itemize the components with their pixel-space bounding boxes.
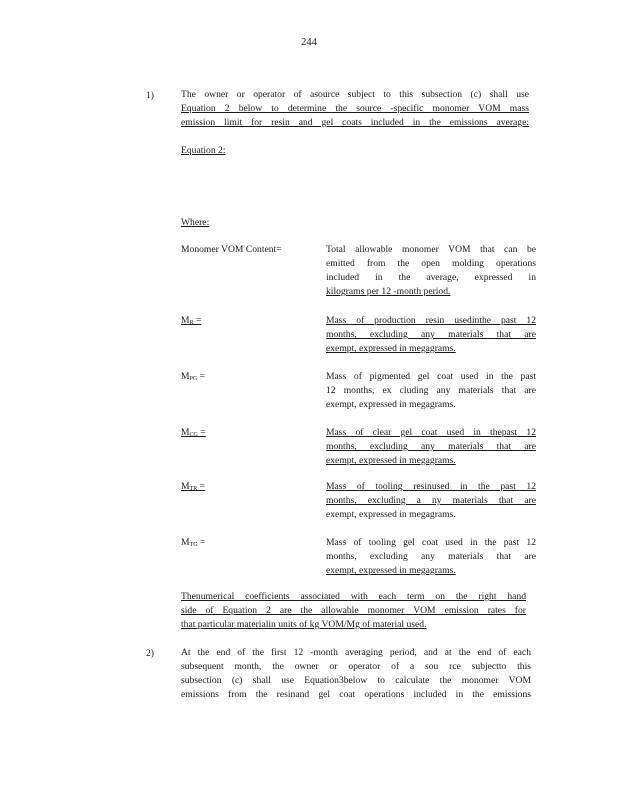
item-1-paragraph (181, 88, 529, 130)
closing-line: side of Equation 2 are the allowable monomer VOM emission rates for (181, 605, 526, 616)
term-m-tg (181, 536, 321, 552)
term-symbol: M (181, 481, 190, 492)
definition-line: exempt, expressed in megagrams. (326, 455, 456, 466)
definition-line: months, excluding a ny materials that are (326, 495, 536, 506)
definition-line: included in the average, expressed in (326, 272, 536, 283)
item-1-line: Equation 2 below to determine the source -specific monomer VOM mass (181, 103, 529, 114)
term-m-r (181, 314, 321, 330)
definition-line: months, excluding any materials that are (326, 551, 536, 562)
definition-monomer-vom-content (326, 243, 536, 299)
definition-m-r (326, 314, 536, 356)
term-subscript: TR (189, 486, 198, 492)
term-suffix: = (197, 537, 206, 548)
definition-line: kilograms per 12 -month period. (326, 286, 451, 297)
item-2-number: 2) (146, 648, 154, 659)
definition-line: exempt, expressed in megagrams. (326, 565, 456, 576)
definition-line: Total allowable monomer VOM that can be (326, 244, 536, 255)
coefficients-paragraph (181, 590, 526, 632)
item-1-line: The owner or operator of asource subject to this subsection (c) shall use (181, 89, 529, 100)
definition-line: months, excluding any materials that are (326, 441, 536, 452)
definition-m-tr (326, 480, 536, 522)
term-symbol: M (181, 315, 190, 326)
term-suffix: = (197, 427, 206, 438)
term-monomer-vom-content (181, 243, 321, 257)
term-suffix: = (197, 481, 206, 492)
definition-line: Mass of pigmented gel coat used in the past (326, 371, 536, 382)
term-symbol: M (181, 537, 190, 548)
equation-2-label: Equation 2: (181, 145, 226, 156)
term-symbol: M (181, 371, 190, 382)
definition-m-tg (326, 536, 536, 578)
term-m-pg (181, 370, 321, 386)
term-suffix: = (197, 371, 206, 382)
item-2-paragraph (181, 646, 531, 702)
item-2-line: subsection (c) shall use Equation3below to calculate the monomer VOM (181, 675, 531, 686)
term-symbol: M (181, 427, 190, 438)
term-m-cg (181, 426, 321, 442)
definition-line: exempt, expressed in megagrams. (326, 399, 456, 410)
definition-line: exempt, expressed in megagrams. (326, 509, 456, 520)
term-suffix: = (193, 315, 202, 326)
closing-line: Thenumerical coefficients associated with each term on the right hand (181, 591, 526, 602)
definition-line: Mass of tooling resinused in the past 12 (326, 481, 536, 492)
definition-line: Mass of clear gel coat used in thepast 12 (326, 427, 536, 438)
where-label: Where: (181, 217, 210, 228)
definition-line: emitted from the open molding operations (326, 258, 536, 269)
term-subscript: PG (189, 376, 198, 382)
definition-line: Mass of tooling gel coat used in the past 12 (326, 537, 536, 548)
term-subscript: CG (189, 432, 198, 438)
definition-line: months, excluding any materials that are (326, 329, 536, 340)
definition-line: exempt, expressed in megagrams. (326, 343, 456, 354)
term-symbol: Monomer VOM Content= (181, 244, 282, 255)
item-1-line: emission limit for resin and gel coats included in the emissions average: (181, 117, 529, 128)
item-2-line: subsequent month, the owner or operator of a sou rce subjectto this (181, 661, 531, 672)
definition-line: Mass of production resin usedinthe past 12 (326, 315, 536, 326)
item-2-line: At the end of the first 12 -month averaging period, and at the end of each (181, 647, 531, 658)
term-subscript: TG (189, 542, 198, 548)
closing-line: that particular materialin units of kg VOM/Mg of material used. (181, 619, 427, 630)
definition-m-cg (326, 426, 536, 468)
definition-line: 12 months, ex cluding any materials that are (326, 385, 536, 396)
term-m-tr (181, 480, 321, 496)
item-2-line: emissions from the resinand gel coat operations included in the emissions (181, 689, 531, 700)
definition-m-pg (326, 370, 536, 412)
item-1-number: 1) (146, 90, 154, 101)
page-number: 244 (301, 37, 317, 48)
term-subscript: R (189, 320, 194, 326)
